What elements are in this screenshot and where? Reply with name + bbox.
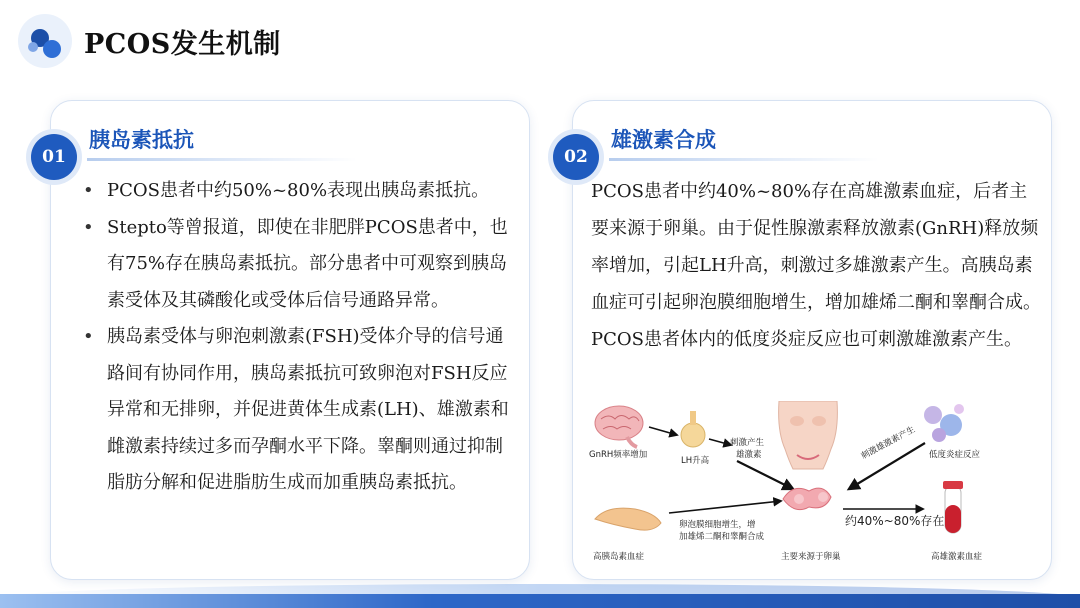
immune-cells-icon	[924, 404, 964, 442]
stimulate-label: 刺激产生	[730, 438, 765, 448]
bullet-item: • Stepto等曾报道，即使在非肥胖PCOS患者中，也有75%存在胰岛素抵抗。部分患者中可观察到胰岛素受体及其磷酸化或受体后信号通路异常。	[79, 210, 519, 320]
androgen-synthesis-panel	[564, 100, 1052, 580]
blood-tube-icon	[943, 481, 963, 533]
inflammation-label: 低度炎症反应	[929, 450, 981, 460]
title-underline	[87, 158, 357, 161]
bullet-item: • 胰岛素受体与卵泡刺激素(FSH)受体介导的信号通路间有协同作用，胰岛素抵抗可致卵泡对FSH反应异常和无排卵，并促进黄体生成素(LH)、雄激素和雌激素持续过多而孕酮水平下降。睾酮则通过抑制脂肪分解和促进脂肪生成而加重胰岛素抵抗。	[79, 319, 519, 502]
ovary-source-label: 主要来源于卵巢	[781, 552, 841, 562]
androgen-label: 雄激素	[736, 450, 762, 460]
section-number-badge: 01	[31, 134, 77, 180]
page-title: PCOS发生机制	[84, 29, 281, 60]
section-title: 雄激素合成	[611, 128, 716, 152]
lh-label: LH升高	[681, 456, 710, 466]
section-title: 胰岛素抵抗	[89, 128, 194, 152]
theca-label-line1: 卵泡膜细胞增生，增	[679, 520, 756, 530]
section-paragraph: PCOS患者中约40%~80%存在高雄激素血症，后者主要来源于卵巢。由于促性腺激素释放激素(GnRH)释放频率增加，引起LH升高，刺激过多雄激素产生。高胰岛素血症可引起卵泡膜细胞增生，增加雄烯二酮和睾酮合成。PCOS患者体内的低度炎症反应也可刺激雄激素产生。	[591, 181, 1041, 350]
mechanism-diagram	[587, 401, 1007, 571]
hyperinsulinemia-label: 高胰岛素血症	[593, 552, 645, 562]
gnrh-label: GnRH频率增加	[589, 450, 648, 460]
percent-label: 约40%~80%存在	[845, 514, 945, 528]
female-body-icon	[779, 401, 838, 469]
section-number-badge: 02	[553, 134, 599, 180]
title-underline	[609, 158, 879, 161]
bullet-list	[79, 173, 519, 502]
footer-bar	[0, 594, 1080, 608]
insulin-resistance-panel	[42, 100, 530, 580]
brain-icon	[595, 406, 643, 447]
pancreas-icon	[595, 508, 661, 530]
logo-icon	[18, 14, 72, 68]
ovary-icon	[783, 488, 831, 510]
inflammation-arrow-label: 刺激雄激素产生	[859, 424, 917, 462]
pituitary-icon	[681, 411, 705, 447]
theca-label-line2: 加雄烯二酮和睾酮合成	[679, 532, 765, 542]
hyperandrogenemia-label: 高雄激素血症	[931, 552, 983, 562]
bullet-item: • PCOS患者中约50%~80%表现出胰岛素抵抗。	[79, 173, 519, 210]
